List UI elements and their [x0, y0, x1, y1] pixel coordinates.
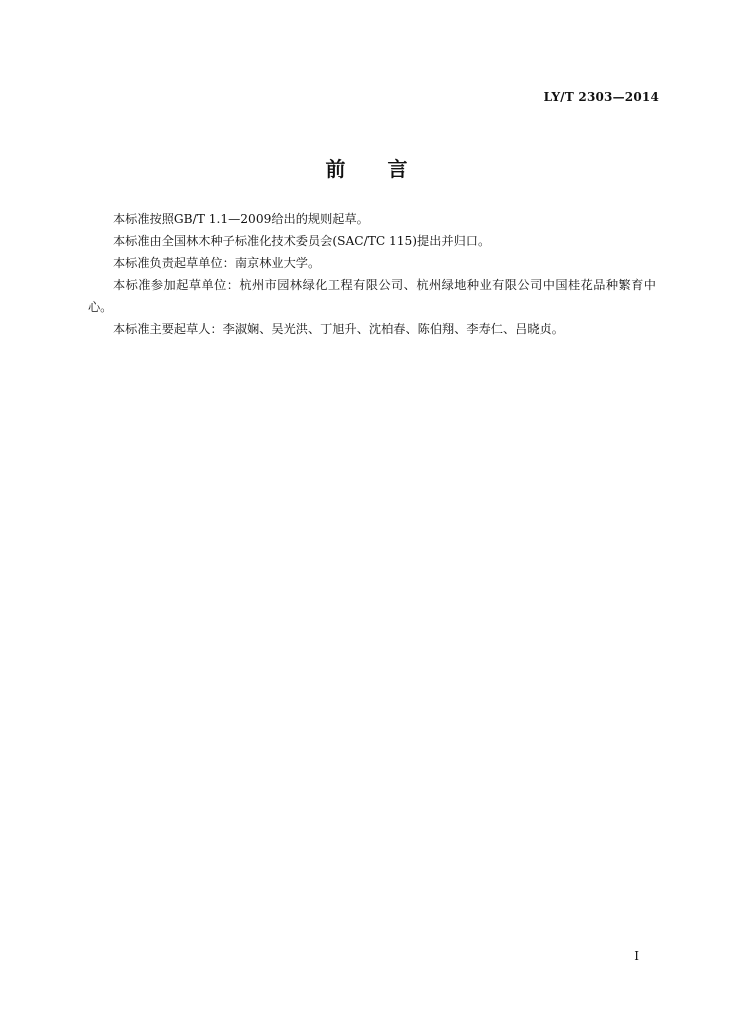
page-number: I: [634, 949, 639, 963]
paragraph-responsible-unit: 本标准负责起草单位：南京林业大学。: [113, 256, 321, 270]
title-part-1: 前: [325, 157, 348, 181]
paragraph-main-drafters: 本标准主要起草人：李淑娴、吴光洪、丁旭升、沈柏春、陈伯翔、李寿仁、吕晓贞。: [113, 322, 564, 336]
page-title: [0, 153, 735, 182]
standard-code: LY/T 2303—2014: [543, 90, 659, 104]
foreword-body: [88, 208, 656, 340]
paragraph-proposed-by: 本标准由全国林木种子标准化技术委员会(SAC/TC 115)提出并归口。: [113, 234, 491, 248]
paragraph-drafting-rules: 本标准按照GB/T 1.1—2009给出的规则起草。: [113, 212, 369, 226]
paragraph-participating-units: 本标准参加起草单位：杭州市园林绿化工程有限公司、杭州绿地种业有限公司中国桂花品种繁育中心。: [88, 278, 656, 314]
title-part-2: 言: [387, 157, 410, 181]
